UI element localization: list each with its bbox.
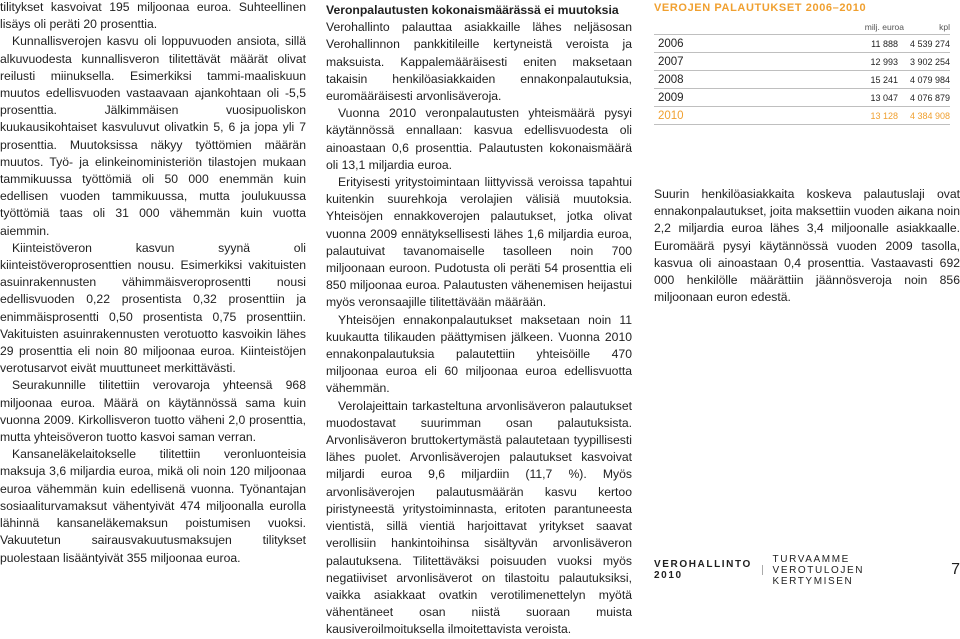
table-row xyxy=(654,52,950,70)
amount-cell: 15 241 xyxy=(870,74,898,85)
count-cell: 4 076 879 xyxy=(909,92,950,103)
paragraph: Vuonna 2010 veronpalautusten yhteismäärä pysyi käytännössä ennallaan: kasvua edellisvuodesta oli ainoastaan 0,6 prosenttia. Palautusten kokonaismäärä oli 13,1 miljardia euroa. xyxy=(326,106,632,172)
section-heading: Veronpalautusten kokonaismäärässä ei muutoksia xyxy=(326,3,619,17)
unit-count-label: kpl xyxy=(939,22,950,32)
paragraph: Kiinteistöveron kasvun syynä oli kiinteistöveroprosenttien nousu. Esimerkiksi vakituisten asuinrakennusten vähimmäisveroprosentti nousi edellisvuoden 0,22 prosentista 0,32 prosenttiin ja enimmäisprosentti 0,50 prosentista 0,75 prosenttiin. Vakituisten asuinrakennusten verotuotto kasvoikin lähes 29 prosenttia eli noin 80 miljoonaa euroa. Kiinteistöjen verotusarvot eivät muuttuneet merkittävästi. xyxy=(0,240,306,376)
paragraph: Erityisesti yritystoimintaan liittyvissä veroissa tapahtui kuitenkin suurehkoja verolajien välisiä muutoksia. Yhteisöjen ennakkoverojen palautukset, jotka olivat vuonna 2009 ennätyksellisesti lähes 1,6 miljardia euroa, palautuivat tavanomaiselle tasolleen noin 700 miljoonaan euroon. Pudotusta oli peräti 54 prosenttia eli 850 miljoonaa euroa. Palautusten vähenemisen heijastui myös veronsaajille tilitettävään määrään. xyxy=(326,175,632,310)
count-cell: 4 384 908 xyxy=(909,110,950,121)
right-column xyxy=(654,186,960,306)
footer-slogan: TURVAAMME VEROTULOJEN KERTYMISEN xyxy=(772,553,865,587)
footer-brand: VEROHALLINTO 2010 xyxy=(654,559,752,581)
year-cell: 2006 xyxy=(658,37,684,50)
count-cell: 4 539 274 xyxy=(909,38,950,49)
refunds-table-panel xyxy=(654,2,950,125)
page-number: 7 xyxy=(951,561,960,578)
amount-cell: 12 993 xyxy=(870,56,898,67)
unit-amount-label: milj. euroa xyxy=(864,22,904,32)
panel-title: VEROJEN PALAUTUKSET 2006–2010 xyxy=(654,2,867,14)
table-row xyxy=(654,70,950,88)
paragraph: Verohallinto palauttaa asiakkaille lähes neljäsosan Verohallinnon pankkitileille kertyneistä veroista ja maksuista. Kappalemääräisesti eniten maksetaan takaisin henkilöasiakkaiden ennakonpalautuksia, euromääräisesti arvonlisäveroja. xyxy=(326,20,632,104)
paragraph: Yhteisöjen ennakonpalautukset maksetaan noin 11 kuukautta tilikauden päättymisen jälkeen. Vuonna 2010 ennakonpalautuksia palautettiin yhteisöille 470 miljoonaa euroa eli 60 miljoonaa euroa edellisvuotta vähemmän. xyxy=(326,312,632,396)
amount-cell: 13 128 xyxy=(870,110,898,121)
page-footer xyxy=(654,553,960,587)
year-cell: 2009 xyxy=(658,91,684,104)
amount-cell: 11 888 xyxy=(871,38,898,49)
middle-column xyxy=(326,2,632,639)
table-row xyxy=(654,88,950,106)
year-cell: 2010 xyxy=(658,109,684,122)
paragraph: Seurakunnille tilitettiin verovaroja yhteensä 968 miljoonaa euroa. Määrä on käytännössä sama kuin vuonna 2009. Kirkollisveron tuotto väheni 2,0 prosenttia, mutta yhteisöveron tuotto kasvoi saman verran. xyxy=(0,378,306,445)
table-row xyxy=(654,34,950,52)
paragraph: Kansaneläkelaitokselle tilitettiin veronluonteisia maksuja 3,6 miljardia euroa, mikä oli noin 120 miljoonaa euroa vähemmän kuin edellisenä vuonna. Työnantajan sosiaaliturvamaksut vähentyivät 474 miljoonalla eurolla lähinnä kansaneläkemaksun poistumisen vuoksi. Vakuutetun sairausvakuutusmaksujen tilitykset puolestaan lisääntyivät 355 miljoonaa euroa. xyxy=(0,447,306,565)
footer-divider xyxy=(762,565,763,575)
unit-header xyxy=(654,22,950,34)
count-cell: 4 079 984 xyxy=(909,74,950,85)
year-cell: 2008 xyxy=(658,73,684,86)
amount-cell: 13 047 xyxy=(870,92,898,103)
paragraph: Suurin henkilöasiakkaita koskeva palautuslaji ovat ennakonpalautukset, joita maksettiin vuoden aikana noin 2,2 miljardia euroa lähes 3,4 miljoonalle asiakkaalle. Euromäärä pysyi käytännössä vuoden 2009 tasolla, kasvua oli ainoastaan 0,4 prosenttia. Vastaavasti 692 000 henkilölle määrättiin jäännösveroja noin 856 miljoonaan euron edestä. xyxy=(654,187,960,305)
table-row-highlighted xyxy=(654,106,950,125)
year-cell: 2007 xyxy=(658,55,684,68)
count-cell: 3 902 254 xyxy=(909,56,950,67)
paragraph: tilitykset kasvoivat 195 miljoonaa euroa. Suhteellinen lisäys oli peräti 20 prosenttia. xyxy=(0,0,306,32)
paragraph: Kunnallisverojen kasvu oli loppuvuoden ansiota, sillä alkuvuodesta kunnallisveron tilitettävät määrät olivat reilusti miinuksella. Esimerkiksi tammi-maaliskuun muutos edellisvuoden vastaavaan ajankohtaan oli -5,5 prosenttia. Jälkimmäisen vuosipuoliskon kuukausikohtaiset kasvuluvut olivatkin 5, 6 ja jopa yli 7 prosenttia. Muutoksissa näkyy työttömien määrän muutos. Työ- ja elinkeinoministeriön tilastojen mukaan tammikuussa työttömiä oli 50 000 enemmän kuin edellisen vuoden tammikuussa, mutta joulukuussa työttömiä taas oli 31 000 vähemmän kuin vuotta aiemmin. xyxy=(0,34,306,238)
left-column xyxy=(0,0,306,567)
paragraph: Verolajeittain tarkasteltuna arvonlisäveron palautukset muodostavat suurimman osan palautuksista. Arvonlisäveron bruttokertymästä palautetaan tyypillisesti lähes puolet. Arvonlisäverojen palautukset kasvoivat miljardi euroa 9,6 miljardiin (11,7 %). Myös arvonlisäverojen palautusmäärän kasvu kertoo piristyneestä yritystoiminnasta, eritoten parantuneesta vientistä, sillä vientiä harjoittavat yritykset saavat verollisiin hankintoihinsa sisältyvän arvonlisäveron palautuksena. Tilitettäväksi poisuuden vuoksi myös negatiiviset arvonlisäverot on tilastoitu palautuksiksi, vaikka asiakkaat ovatkin verotilimenettelyn myötä vähentäneet osan niistä suoraan muista kausiveroilmoituksella ilmoitettavista veroista. xyxy=(326,398,632,637)
